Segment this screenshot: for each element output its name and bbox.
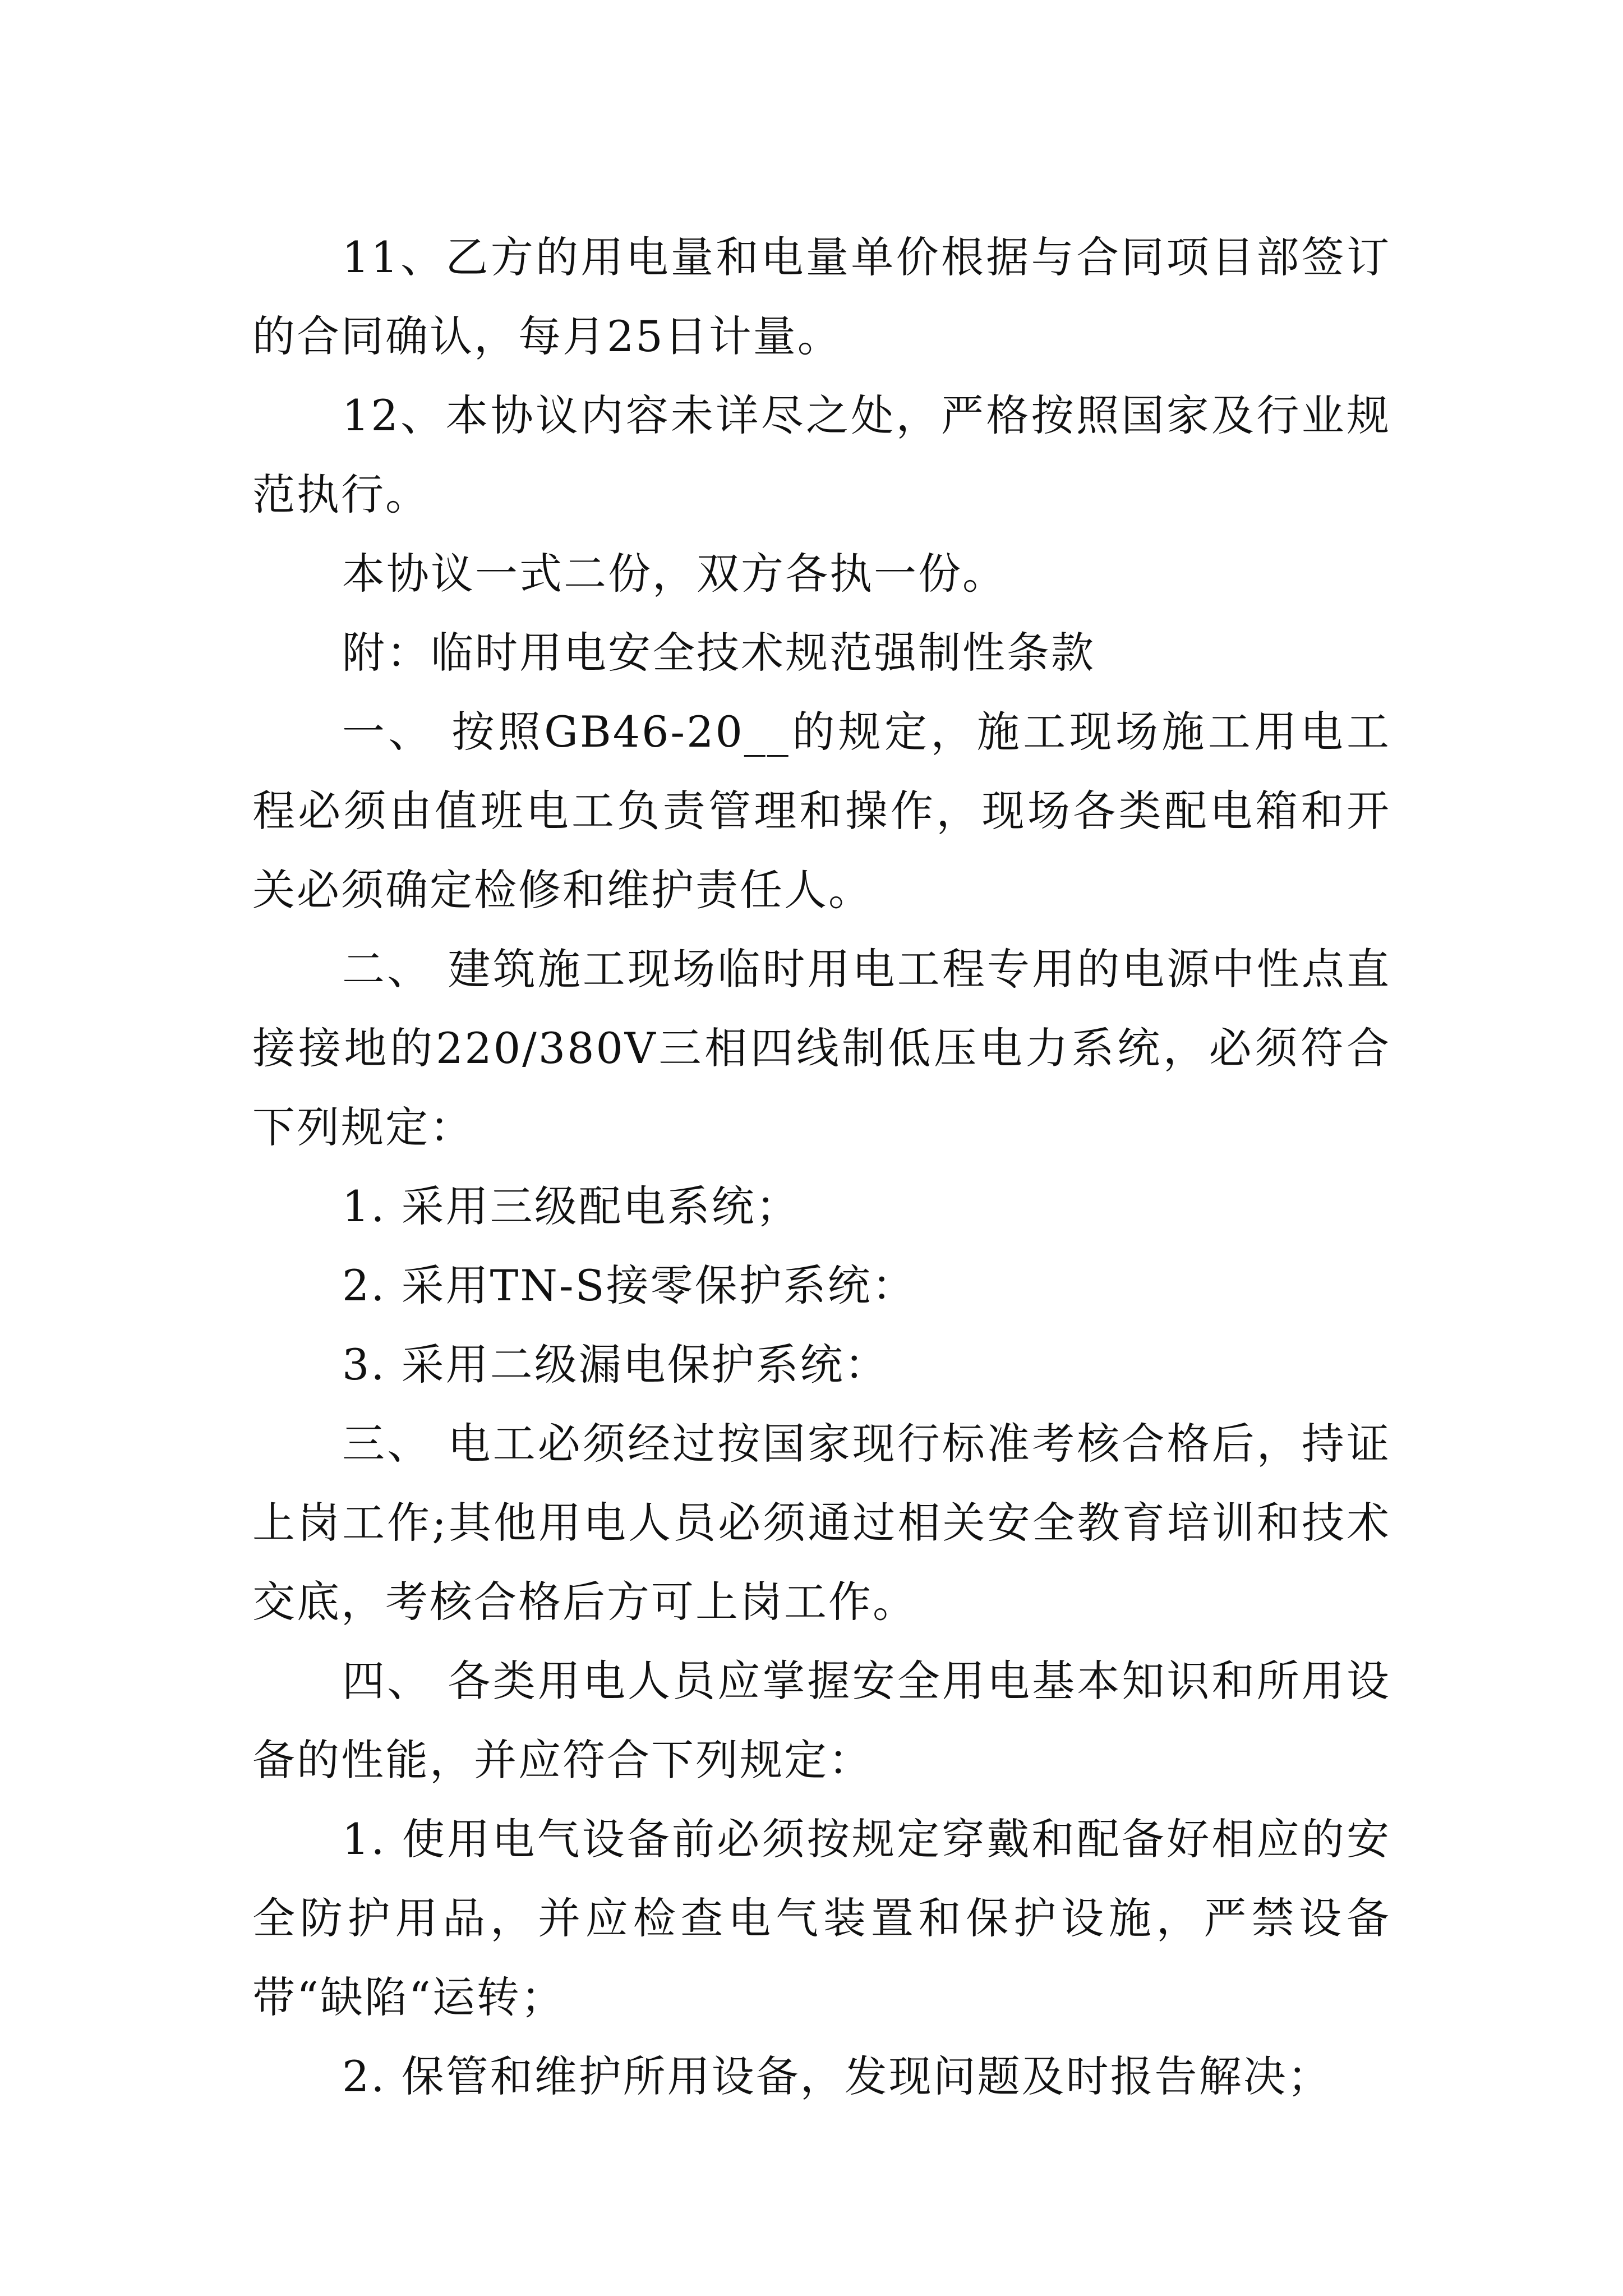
clause-4-item-2: 2. 保管和维护所用设备，发现问题及时报告解决； — [342, 2051, 1332, 2101]
document-body — [252, 218, 1391, 2116]
paragraph-copies: 本协议一式二份，双方各执一份。 — [342, 549, 1007, 599]
paragraph-11: 11、乙方的用电量和电量单价根据与合同项目部签订的合同确认，每月25日计量。 — [252, 232, 1391, 361]
clause-2: 二、 建筑施工现场临时用电工程专用的电源中性点直接接地的220/380V三相四线制低压电力系统，必须符合下列规定： — [252, 944, 1391, 1152]
clause-2-item-3: 3. 采用二级漏电保护系统： — [342, 1340, 889, 1389]
clause-1: 一、 按照GB46-20__的规定，施工现场施工用电工程必须由值班电工负责管理和操作，现场各类配电箱和开关必须确定检修和维护责任人。 — [252, 707, 1391, 915]
clause-4: 四、 各类用电人员应掌握安全用电基本知识和所用设备的性能，并应符合下列规定： — [252, 1656, 1391, 1785]
clause-2-item-2: 2. 采用TN-S接零保护系统： — [342, 1260, 916, 1310]
clause-2-item-1: 1. 采用三级配电系统； — [342, 1181, 800, 1231]
paragraph-12: 12、本协议内容未详尽之处，严格按照国家及行业规范执行。 — [252, 390, 1391, 519]
clause-3: 三、 电工必须经过按国家现行标准考核合格后，持证上岗工作;其他用电人员必须通过相关安全教育培训和技术交底，考核合格后方可上岗工作。 — [252, 1419, 1391, 1627]
clause-4-item-1: 1. 使用电气设备前必须按规定穿戴和配备好相应的安全防护用品，并应检查电气装置和保护设施，严禁设备带“缺陷“运转； — [252, 1814, 1391, 2022]
paragraph-appendix-title: 附：临时用电安全技术规范强制性条款 — [342, 628, 1095, 678]
